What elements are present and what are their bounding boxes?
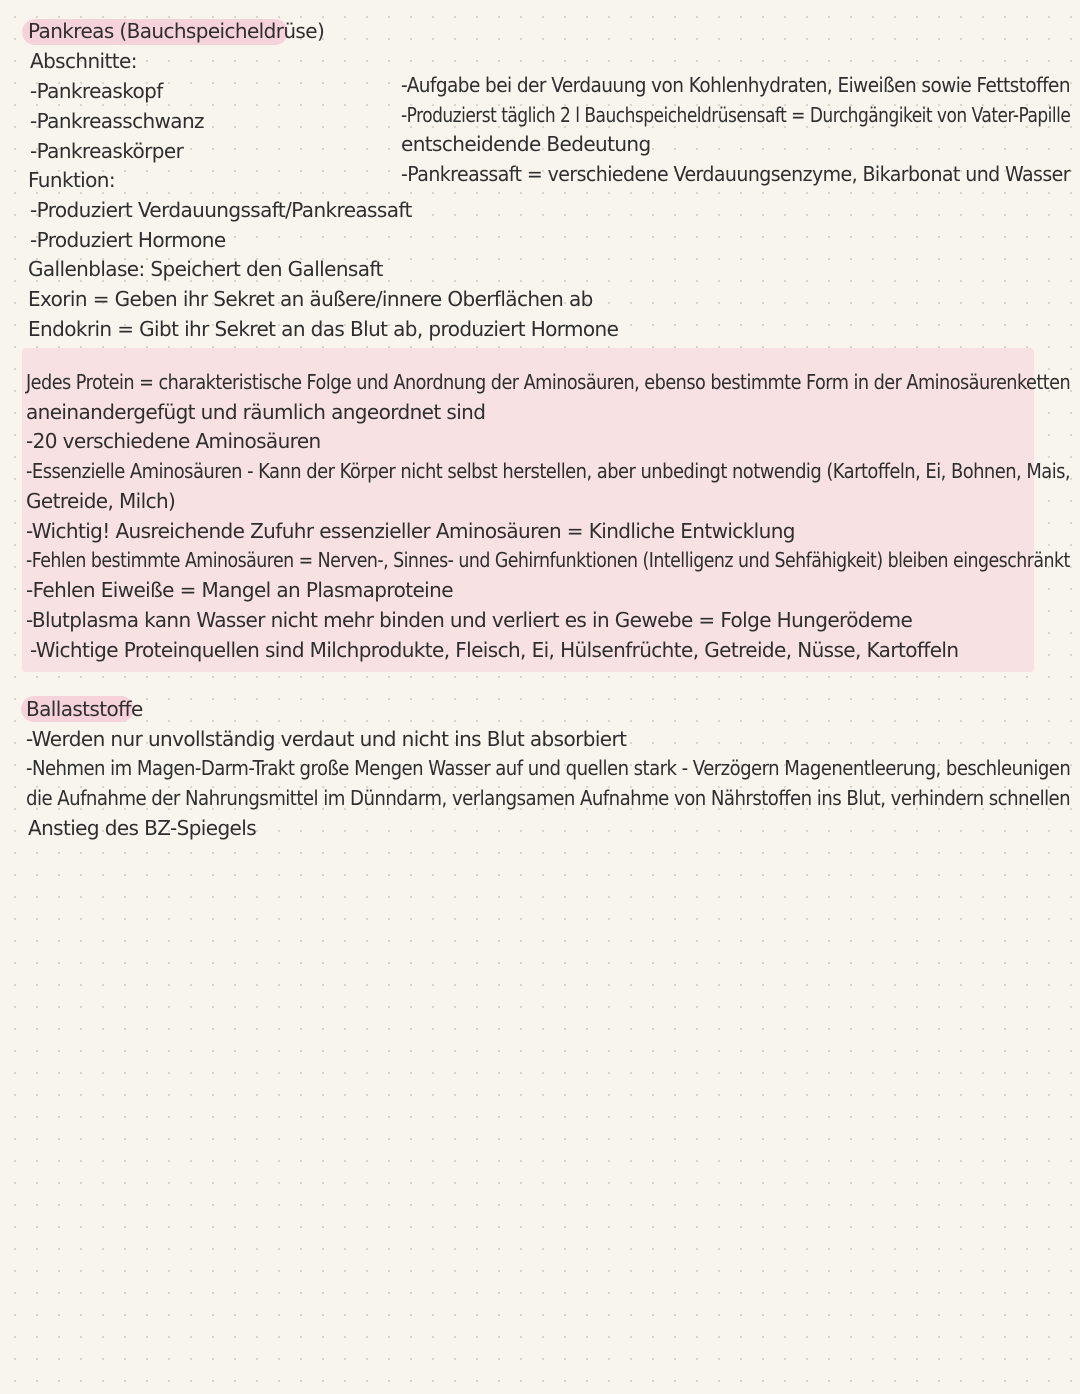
ballaststoffe-line: -Nehmen im Magen-Darm-Trakt große Mengen Wasser auf und quellen stark - Verzögern Magenentleerung, beschleunigen bbox=[26, 756, 1071, 780]
pankreas-left-line: -Produziert Verdauungssaft/Pankreassaft bbox=[30, 198, 412, 222]
pankreas-left-line: -Pankreaskörper bbox=[30, 139, 184, 163]
protein-line: Getreide, Milch) bbox=[26, 489, 176, 513]
pankreas-title: Pankreas (Bauchspeicheldrüse) bbox=[28, 19, 325, 43]
protein-line: -Essenzielle Aminosäuren - Kann der Körper nicht selbst herstellen, aber unbedingt notwendig (Kartoffeln, Ei, Bohnen, Mais, bbox=[26, 459, 1071, 483]
protein-line: Jedes Protein = charakteristische Folge und Anordnung der Aminosäuren, ebenso bestimmte Form in der Aminosäurenketten bbox=[26, 370, 1071, 394]
protein-line: -Fehlen Eiweiße = Mangel an Plasmaproteine bbox=[26, 578, 453, 602]
pankreas-right-line: -Produzierst täglich 2 l Bauchspeicheldrüsensaft = Durchgängikeit von Vater-Papille bbox=[401, 103, 1071, 127]
protein-line: -Blutplasma kann Wasser nicht mehr binden und verliert es in Gewebe = Folge Hungerödeme bbox=[26, 608, 913, 632]
protein-line: aneinandergefügt und räumlich angeordnet sind bbox=[26, 400, 486, 424]
pankreas-right-line: entscheidende Bedeutung bbox=[401, 132, 651, 156]
pankreas-left-line: Gallenblase: Speichert den Gallensaft bbox=[28, 257, 383, 281]
ballaststoffe-line: die Aufnahme der Nahrungsmittel im Dünndarm, verlangsamen Aufnahme von Nährstoffen ins Blut, verhindern schnellen bbox=[26, 786, 1071, 810]
pankreas-left-line: -Produziert Hormone bbox=[30, 228, 226, 252]
ballaststoffe-line: Anstieg des BZ-Spiegels bbox=[28, 816, 257, 840]
pankreas-right-line: -Aufgabe bei der Verdauung von Kohlenhydraten, Eiweißen sowie Fettstoffen bbox=[401, 73, 1070, 97]
pankreas-left-line: -Pankreasschwanz bbox=[30, 109, 204, 133]
protein-line: -20 verschiedene Aminosäuren bbox=[26, 429, 321, 453]
pankreas-right-line: -Pankreassaft = verschiedene Verdauungsenzyme, Bikarbonat und Wasser bbox=[401, 162, 1070, 186]
pankreas-left-line: Funktion: bbox=[28, 168, 115, 192]
pankreas-left-line: Exorin = Geben ihr Sekret an äußere/innere Oberflächen ab bbox=[28, 287, 593, 311]
ballaststoffe-line: -Werden nur unvollständig verdaut und nicht ins Blut absorbiert bbox=[26, 727, 627, 751]
pankreas-left-line: -Pankreaskopf bbox=[30, 79, 163, 103]
pankreas-left-line: Abschnitte: bbox=[30, 49, 137, 73]
protein-line: -Wichtig! Ausreichende Zufuhr essenzieller Aminosäuren = Kindliche Entwicklung bbox=[26, 519, 795, 543]
pankreas-left-line: Endokrin = Gibt ihr Sekret an das Blut ab, produziert Hormone bbox=[28, 317, 619, 341]
protein-line: -Fehlen bestimmte Aminosäuren = Nerven-, Sinnes- und Gehirnfunktionen (Intelligenz und Sehfähigkeit) bleiben eingeschränkt bbox=[26, 548, 1070, 572]
protein-line: -Wichtige Proteinquellen sind Milchprodukte, Fleisch, Ei, Hülsenfrüchte, Getreide, Nüsse, Kartoffeln bbox=[30, 638, 959, 662]
ballaststoffe-title: Ballaststoffe bbox=[26, 697, 143, 721]
